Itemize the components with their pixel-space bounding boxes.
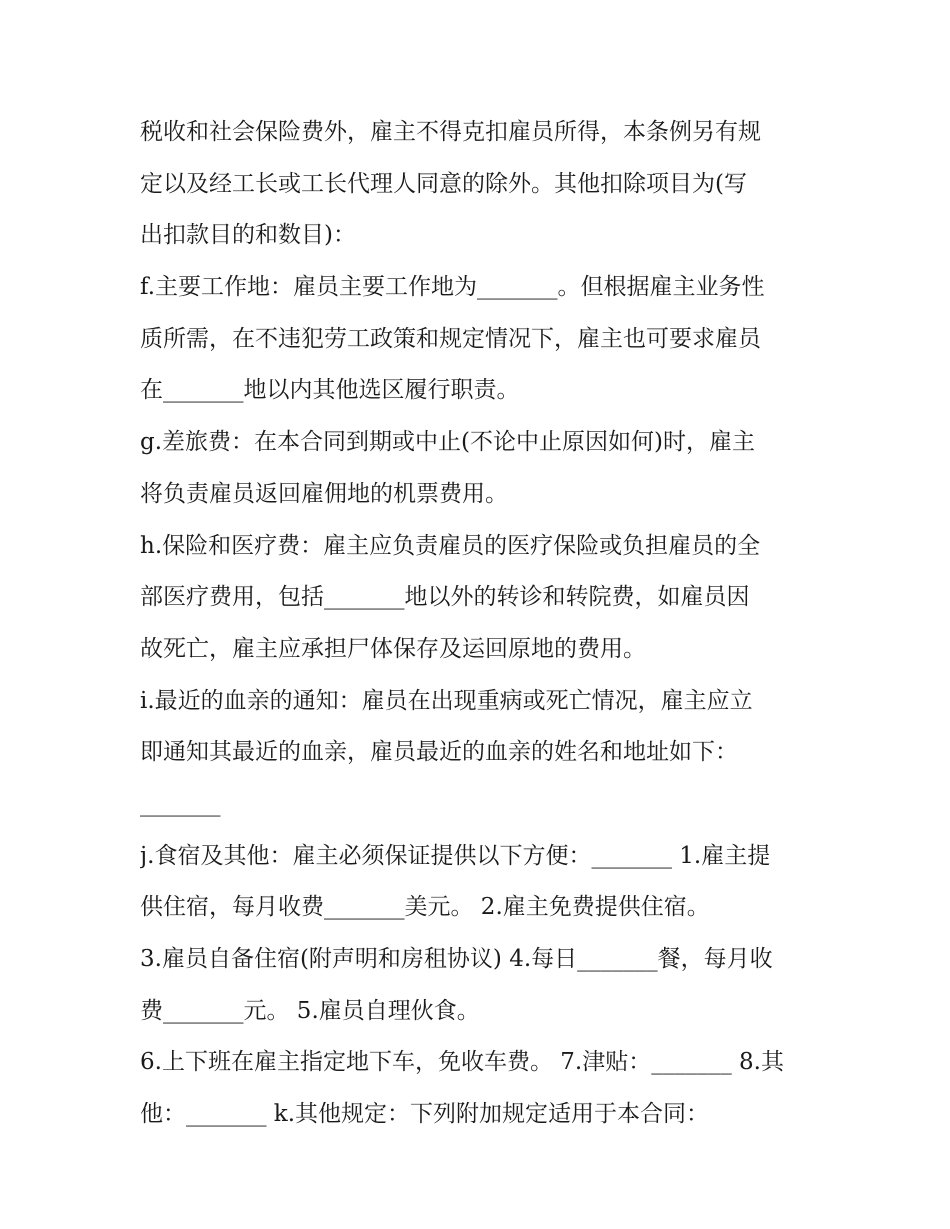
text-line: 6.上下班在雇主指定地下车，免收车费。 7.津贴：_______ 8.其 [140, 1049, 784, 1076]
text-line: 将负责雇员返回雇佣地的机票费用。 [140, 480, 508, 507]
clause-j-line: j.食宿及其他：雇主必须保证提供以下方便：_______ 1.雇主提 [140, 842, 771, 869]
clause-f-line: f.主要工作地：雇员主要工作地为_______。但根据雇主业务性 [140, 274, 765, 301]
text-line: 故死亡，雇主应承担尸体保存及运回原地的费用。 [140, 635, 646, 662]
text-line: 3.雇员自备住宿(附声明和房租协议) 4.每日_______餐，每月收 [140, 946, 773, 972]
text-line: 在_______地以内其他选区履行职责。 [140, 377, 520, 404]
text-line: 出扣款目的和数目)： [140, 222, 356, 249]
text-line: 即通知其最近的血亲，雇员最近的血亲的姓名和地址如下： [140, 739, 738, 766]
text-line: 质所需，在不违犯劳工政策和规定情况下，雇主也可要求雇员 [140, 325, 761, 352]
text-line: 供住宿，每月收费_______美元。 2.雇主免费提供住宿。 [140, 894, 710, 921]
text-line: 部医疗费用，包括_______地以外的转诊和转院费，如雇员因 [140, 584, 750, 611]
clause-k-line: 他：_______ k.其他规定：下列附加规定适用于本合同： [140, 1101, 710, 1128]
text-line: 费_______元。 5.雇员自理伙食。 [140, 997, 480, 1024]
contract-text [140, 107, 830, 1141]
text-line: 定以及经工长或工长代理人同意的除外。其他扣除项目为(写 [140, 170, 747, 197]
clause-g-line: g.差旅费：在本合同到期或中止(不论中止原因如何)时，雇主 [140, 429, 755, 456]
clause-h-line: h.保险和医疗费：雇主应负责雇员的医疗保险或负担雇员的全 [140, 532, 761, 559]
blank-line: _______ [140, 790, 221, 817]
clause-i-line: i.最近的血亲的通知：雇员在出现重病或死亡情况，雇主应立 [140, 687, 753, 714]
text-line: 税收和社会保险费外，雇主不得克扣雇员所得，本条例另有规 [140, 119, 761, 145]
